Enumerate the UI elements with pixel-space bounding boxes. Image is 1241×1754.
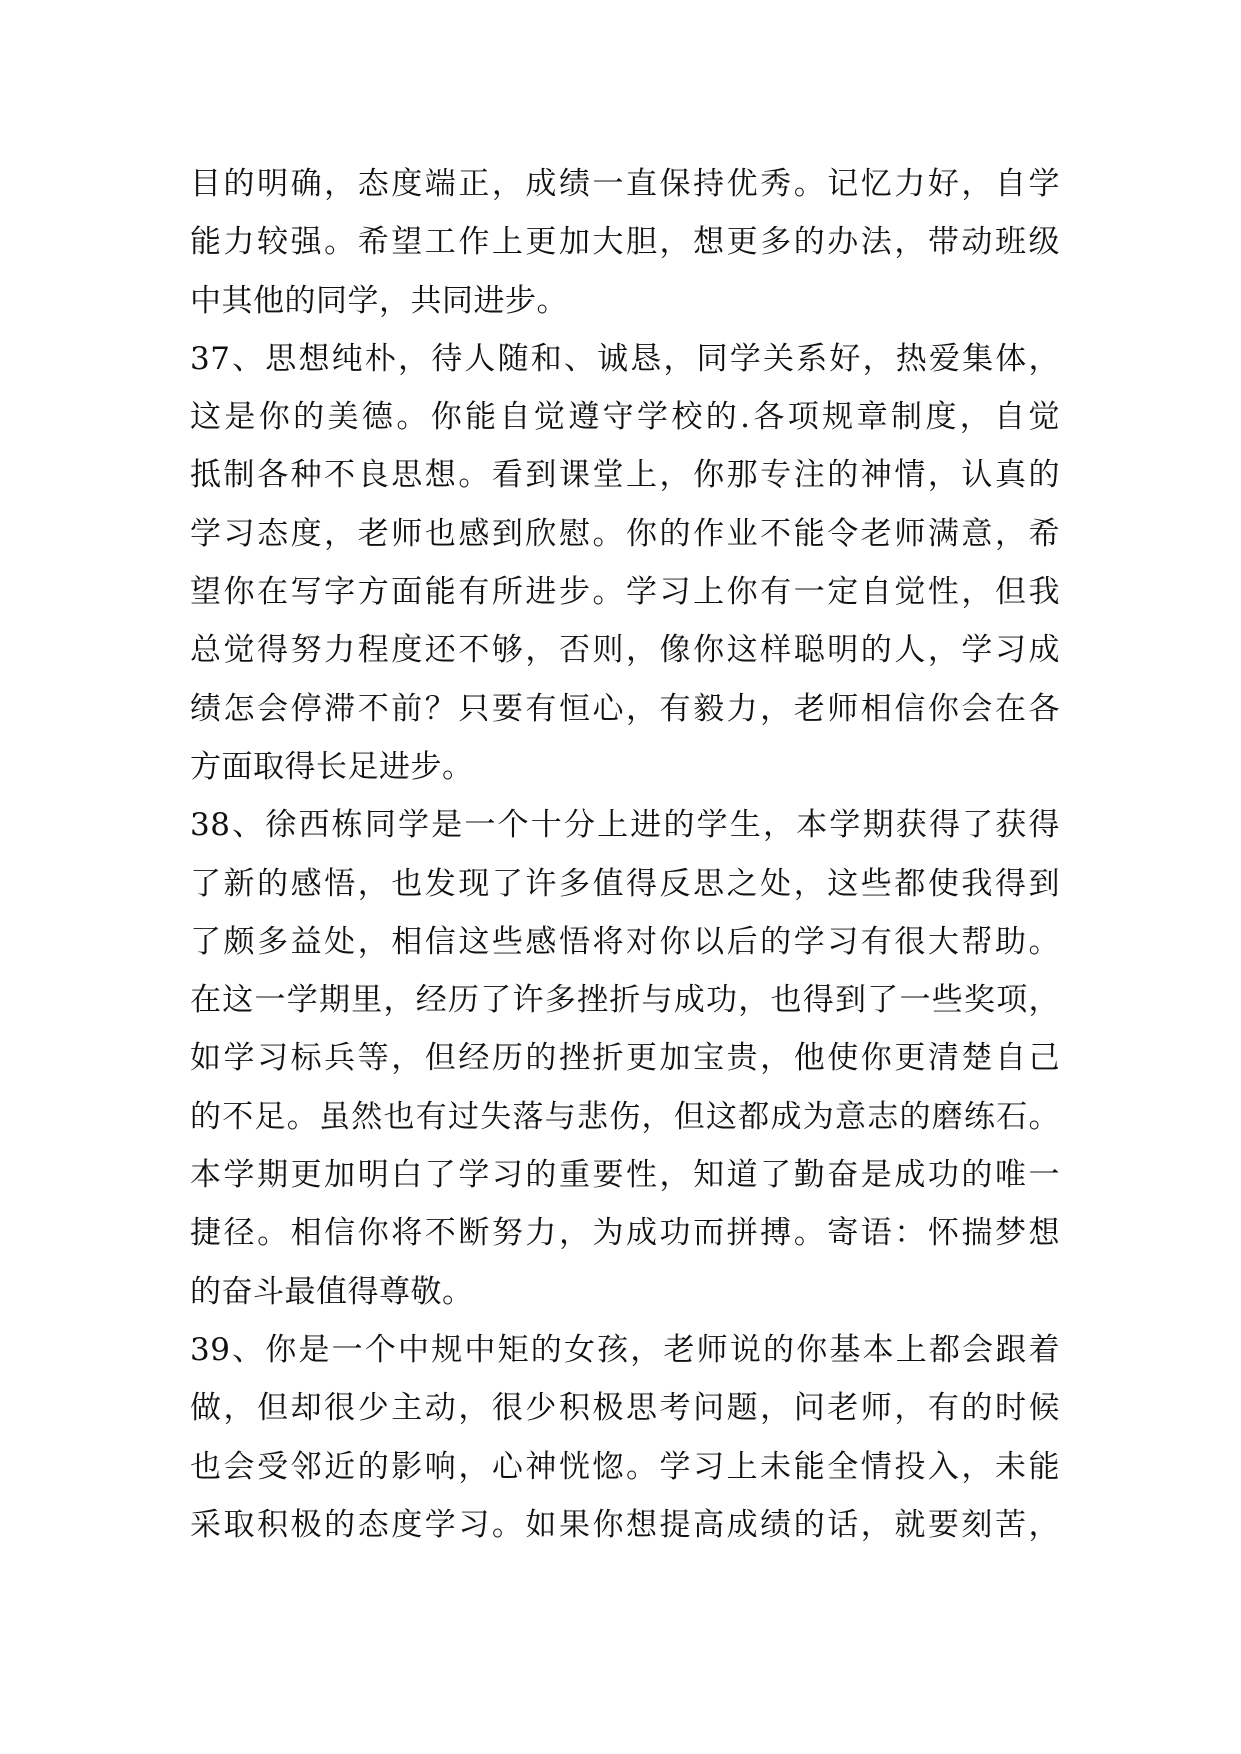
text-line: 采取积极的态度学习。如果你想提高成绩的话，就要刻苦， xyxy=(190,1506,1060,1543)
text-line: 目的明确，态度端正，成绩一直保持优秀。记忆力好，自学 xyxy=(190,166,1060,202)
text-line: 绩怎会停滞不前？只要有恒心，有毅力，老师相信你会在各 xyxy=(190,690,1060,727)
text-line: 的奋斗最值得尊敬。 xyxy=(190,1273,474,1310)
text-line: 了颇多益处，相信这些感悟将对你以后的学习有很大帮助。 xyxy=(190,923,1060,960)
text-line: 39、你是一个中规中矩的女孩，老师说的你基本上都会跟着 xyxy=(190,1331,1060,1368)
text-line: 38、徐西栋同学是一个十分上进的学生，本学期获得了获得 xyxy=(190,807,1060,844)
text-line: 总觉得努力程度还不够，否则，像你这样聪明的人，学习成 xyxy=(190,632,1060,669)
text-line: 学习态度，老师也感到欣慰。你的作业不能令老师满意，希 xyxy=(190,515,1060,552)
text-line: 也会受邻近的影响，心神恍惚。学习上未能全情投入，未能 xyxy=(190,1448,1060,1485)
text-line: 37、思想纯朴，待人随和、诚恳，同学关系好，热爱集体， xyxy=(190,340,1060,377)
text-line: 这是你的美德。你能自觉遵守学校的.各项规章制度，自觉 xyxy=(190,399,1060,436)
text-line: 抵制各种不良思想。看到课堂上，你那专注的神情，认真的 xyxy=(190,457,1060,494)
text-line: 在这一学期里，经历了许多挫折与成功，也得到了一些奖项， xyxy=(190,982,1060,1019)
text-line: 捷径。相信你将不断努力，为成功而拼搏。寄语：怀揣梦想 xyxy=(190,1215,1060,1252)
text-line: 了新的感悟，也发现了许多值得反思之处，这些都使我得到 xyxy=(190,865,1060,902)
text-line: 做，但却很少主动，很少积极思考问题，问老师，有的时候 xyxy=(190,1390,1060,1427)
text-line: 中其他的同学，共同进步。 xyxy=(190,282,568,319)
text-line: 望你在写字方面能有所进步。学习上你有一定自觉性，但我 xyxy=(190,574,1060,611)
text-line: 方面取得长足进步。 xyxy=(190,748,474,785)
text-line: 能力较强。希望工作上更加大胆，想更多的办法，带动班级 xyxy=(190,224,1060,261)
text-line: 本学期更加明白了学习的重要性，知道了勤奋是成功的唯一 xyxy=(190,1157,1060,1194)
text-line: 如学习标兵等，但经历的挫折更加宝贵，他使你更清楚自己 xyxy=(190,1040,1060,1077)
text-line: 的不足。虽然也有过失落与悲伤，但这都成为意志的磨练石。 xyxy=(190,1098,1060,1135)
document-body xyxy=(190,155,1060,1554)
